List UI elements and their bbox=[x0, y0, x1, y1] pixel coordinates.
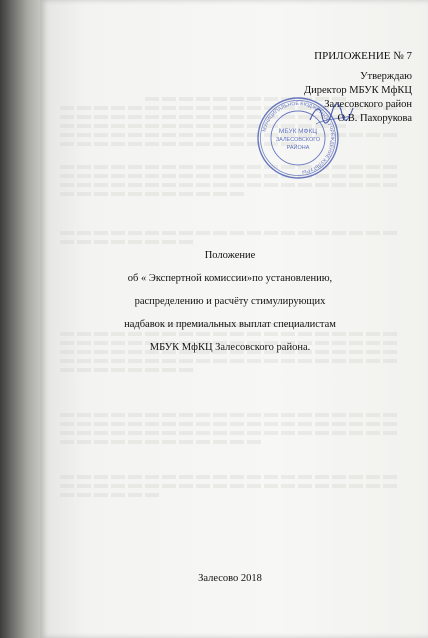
title-line: об « Экспертной комиссии»по установлению, bbox=[127, 273, 333, 284]
title-line: надбавок и премиальных выплат специалистам bbox=[124, 319, 336, 330]
attachment-label: ПРИЛОЖЕНИЕ № 7 bbox=[314, 50, 412, 62]
bleed-through-text bbox=[60, 408, 400, 449]
approve-line: Директор МБУК МфКЦ bbox=[303, 85, 412, 96]
title-line: распределению и расчёту стимулирующих bbox=[134, 296, 326, 307]
seal-outer-text: МУНИЦИПАЛЬНОЕ БЮДЖЕТНОЕ УЧРЕЖДЕНИЕ КУЛЬТУРЫ bbox=[261, 100, 336, 175]
place-year: Залесово 2018 bbox=[198, 573, 262, 584]
seal-center-line: РАЙОНА bbox=[286, 145, 310, 151]
signature-icon bbox=[306, 100, 356, 130]
title-line: Положение bbox=[204, 250, 256, 261]
approve-line: О.В. Пахорукова bbox=[337, 113, 412, 124]
bleed-through-text bbox=[60, 160, 400, 201]
bleed-through-text bbox=[60, 226, 400, 249]
document-title bbox=[60, 249, 400, 364]
seal-center-line: МБУК МФКЦ bbox=[278, 128, 318, 135]
bleed-through-text bbox=[60, 470, 400, 502]
seal-center-line: ЗАЛЕСОВСКОГО bbox=[275, 137, 321, 143]
approve-line: Залесовского район bbox=[324, 99, 412, 110]
approve-line: Утверждаю bbox=[360, 71, 412, 82]
title-line: МБУК МфКЦ Залесовского района. bbox=[149, 342, 311, 353]
